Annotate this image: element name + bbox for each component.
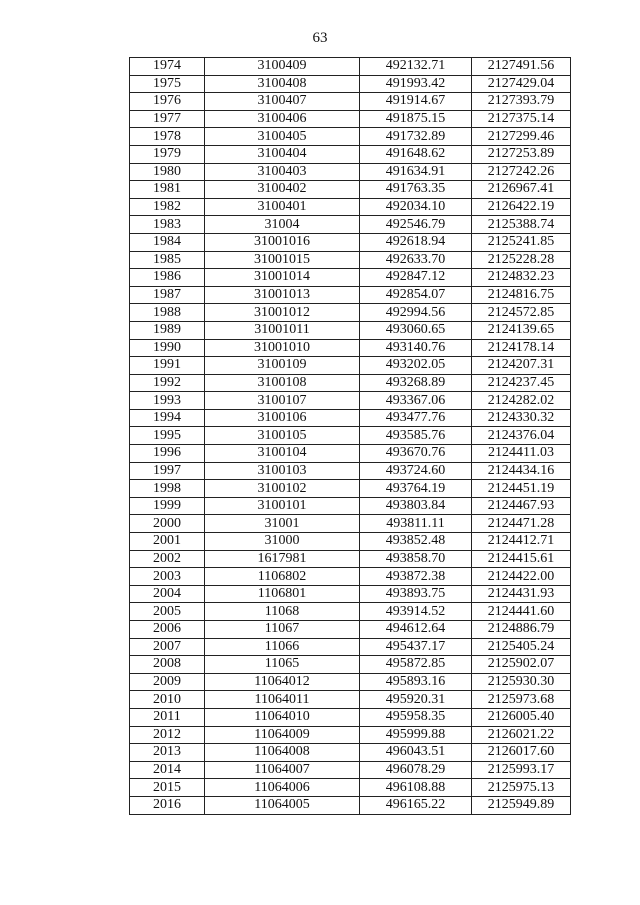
- y-coordinate-cell: 2125993.17: [472, 761, 571, 779]
- point-number-cell: 2016: [130, 796, 205, 814]
- point-code-cell: 3100102: [205, 480, 360, 498]
- y-coordinate-cell: 2126017.60: [472, 744, 571, 762]
- table-row: [130, 638, 571, 656]
- table-row: [130, 427, 571, 445]
- y-coordinate-cell: 2126967.41: [472, 181, 571, 199]
- x-coordinate-cell: 495920.31: [360, 691, 472, 709]
- point-code-cell: 31000: [205, 533, 360, 551]
- y-coordinate-cell: 2124431.93: [472, 585, 571, 603]
- point-number-cell: 2012: [130, 726, 205, 744]
- table-row: [130, 374, 571, 392]
- point-code-cell: 1106802: [205, 568, 360, 586]
- point-number-cell: 1996: [130, 445, 205, 463]
- y-coordinate-cell: 2127375.14: [472, 110, 571, 128]
- table-row: [130, 286, 571, 304]
- y-coordinate-cell: 2125949.89: [472, 796, 571, 814]
- y-coordinate-cell: 2125388.74: [472, 216, 571, 234]
- point-number-cell: 1988: [130, 304, 205, 322]
- x-coordinate-cell: 492034.10: [360, 198, 472, 216]
- y-coordinate-cell: 2124422.00: [472, 568, 571, 586]
- y-coordinate-cell: 2127253.89: [472, 145, 571, 163]
- point-code-cell: 11064012: [205, 673, 360, 691]
- table-row: [130, 357, 571, 375]
- x-coordinate-cell: 493724.60: [360, 462, 472, 480]
- x-coordinate-cell: 495958.35: [360, 708, 472, 726]
- point-number-cell: 2009: [130, 673, 205, 691]
- y-coordinate-cell: 2127429.04: [472, 75, 571, 93]
- x-coordinate-cell: 495999.88: [360, 726, 472, 744]
- point-code-cell: 31001013: [205, 286, 360, 304]
- point-code-cell: 3100405: [205, 128, 360, 146]
- point-code-cell: 31001014: [205, 269, 360, 287]
- x-coordinate-cell: 493585.76: [360, 427, 472, 445]
- point-code-cell: 31001012: [205, 304, 360, 322]
- table-row: [130, 568, 571, 586]
- table-row: [130, 75, 571, 93]
- x-coordinate-cell: 493670.76: [360, 445, 472, 463]
- point-number-cell: 1986: [130, 269, 205, 287]
- table-row: [130, 392, 571, 410]
- table-row: [130, 145, 571, 163]
- table-row: [130, 445, 571, 463]
- point-code-cell: 3100403: [205, 163, 360, 181]
- point-code-cell: 11064006: [205, 779, 360, 797]
- table-row: [130, 128, 571, 146]
- table-row: [130, 251, 571, 269]
- point-code-cell: 3100408: [205, 75, 360, 93]
- point-number-cell: 1993: [130, 392, 205, 410]
- table-row: [130, 656, 571, 674]
- table-row: [130, 216, 571, 234]
- x-coordinate-cell: 492633.70: [360, 251, 472, 269]
- y-coordinate-cell: 2125228.28: [472, 251, 571, 269]
- x-coordinate-cell: 496165.22: [360, 796, 472, 814]
- point-number-cell: 2003: [130, 568, 205, 586]
- point-code-cell: 3100409: [205, 58, 360, 76]
- point-number-cell: 1983: [130, 216, 205, 234]
- table-row: [130, 233, 571, 251]
- point-number-cell: 1998: [130, 480, 205, 498]
- point-code-cell: 11067: [205, 621, 360, 639]
- x-coordinate-cell: 496108.88: [360, 779, 472, 797]
- point-number-cell: 1982: [130, 198, 205, 216]
- y-coordinate-cell: 2124412.71: [472, 533, 571, 551]
- x-coordinate-cell: 492618.94: [360, 233, 472, 251]
- y-coordinate-cell: 2124207.31: [472, 357, 571, 375]
- table-row: [130, 497, 571, 515]
- x-coordinate-cell: 491648.62: [360, 145, 472, 163]
- point-number-cell: 2005: [130, 603, 205, 621]
- y-coordinate-cell: 2124282.02: [472, 392, 571, 410]
- point-number-cell: 1985: [130, 251, 205, 269]
- table-row: [130, 726, 571, 744]
- table-row: [130, 744, 571, 762]
- point-number-cell: 1987: [130, 286, 205, 304]
- x-coordinate-cell: 491732.89: [360, 128, 472, 146]
- point-code-cell: 31001010: [205, 339, 360, 357]
- x-coordinate-cell: 491634.91: [360, 163, 472, 181]
- point-code-cell: 31001: [205, 515, 360, 533]
- y-coordinate-cell: 2124467.93: [472, 497, 571, 515]
- point-number-cell: 2014: [130, 761, 205, 779]
- y-coordinate-cell: 2124330.32: [472, 409, 571, 427]
- table-row: [130, 708, 571, 726]
- x-coordinate-cell: 493803.84: [360, 497, 472, 515]
- x-coordinate-cell: 495437.17: [360, 638, 472, 656]
- x-coordinate-cell: 492854.07: [360, 286, 472, 304]
- table-row: [130, 515, 571, 533]
- y-coordinate-cell: 2125405.24: [472, 638, 571, 656]
- y-coordinate-cell: 2124816.75: [472, 286, 571, 304]
- point-code-cell: 3100406: [205, 110, 360, 128]
- y-coordinate-cell: 2125902.07: [472, 656, 571, 674]
- point-number-cell: 1999: [130, 497, 205, 515]
- table-row: [130, 621, 571, 639]
- point-code-cell: 11065: [205, 656, 360, 674]
- y-coordinate-cell: 2125973.68: [472, 691, 571, 709]
- table-row: [130, 409, 571, 427]
- table-row: [130, 58, 571, 76]
- point-code-cell: 11064007: [205, 761, 360, 779]
- x-coordinate-cell: 493060.65: [360, 321, 472, 339]
- y-coordinate-cell: 2124832.23: [472, 269, 571, 287]
- point-number-cell: 1976: [130, 93, 205, 111]
- x-coordinate-cell: 494612.64: [360, 621, 472, 639]
- x-coordinate-cell: 493268.89: [360, 374, 472, 392]
- x-coordinate-cell: 493764.19: [360, 480, 472, 498]
- point-number-cell: 1974: [130, 58, 205, 76]
- x-coordinate-cell: 493914.52: [360, 603, 472, 621]
- point-code-cell: 3100108: [205, 374, 360, 392]
- point-number-cell: 2007: [130, 638, 205, 656]
- point-number-cell: 1977: [130, 110, 205, 128]
- point-number-cell: 1995: [130, 427, 205, 445]
- table-row: [130, 304, 571, 322]
- point-number-cell: 2010: [130, 691, 205, 709]
- y-coordinate-cell: 2127299.46: [472, 128, 571, 146]
- y-coordinate-cell: 2124411.03: [472, 445, 571, 463]
- y-coordinate-cell: 2124886.79: [472, 621, 571, 639]
- x-coordinate-cell: 492546.79: [360, 216, 472, 234]
- point-number-cell: 2001: [130, 533, 205, 551]
- y-coordinate-cell: 2124376.04: [472, 427, 571, 445]
- y-coordinate-cell: 2124237.45: [472, 374, 571, 392]
- table-row: [130, 163, 571, 181]
- point-code-cell: 3100407: [205, 93, 360, 111]
- table-row: [130, 585, 571, 603]
- y-coordinate-cell: 2124451.19: [472, 480, 571, 498]
- point-code-cell: 3100105: [205, 427, 360, 445]
- table-row: [130, 198, 571, 216]
- x-coordinate-cell: 493140.76: [360, 339, 472, 357]
- point-code-cell: 11068: [205, 603, 360, 621]
- point-number-cell: 1979: [130, 145, 205, 163]
- table-row: [130, 761, 571, 779]
- point-number-cell: 2015: [130, 779, 205, 797]
- page-number: 63: [312, 30, 328, 46]
- point-number-cell: 2002: [130, 550, 205, 568]
- x-coordinate-cell: 493367.06: [360, 392, 472, 410]
- x-coordinate-cell: 493811.11: [360, 515, 472, 533]
- y-coordinate-cell: 2124471.28: [472, 515, 571, 533]
- point-number-cell: 1997: [130, 462, 205, 480]
- y-coordinate-cell: 2127242.26: [472, 163, 571, 181]
- x-coordinate-cell: 495893.16: [360, 673, 472, 691]
- point-code-cell: 3100404: [205, 145, 360, 163]
- y-coordinate-cell: 2127393.79: [472, 93, 571, 111]
- point-code-cell: 31001011: [205, 321, 360, 339]
- x-coordinate-cell: 491875.15: [360, 110, 472, 128]
- y-coordinate-cell: 2126021.22: [472, 726, 571, 744]
- point-number-cell: 2011: [130, 708, 205, 726]
- point-code-cell: 1617981: [205, 550, 360, 568]
- table-row: [130, 550, 571, 568]
- point-number-cell: 1984: [130, 233, 205, 251]
- x-coordinate-cell: 491914.67: [360, 93, 472, 111]
- table-row: [130, 603, 571, 621]
- point-number-cell: 2000: [130, 515, 205, 533]
- table-row: [130, 462, 571, 480]
- y-coordinate-cell: 2127491.56: [472, 58, 571, 76]
- point-code-cell: 3100107: [205, 392, 360, 410]
- point-number-cell: 1989: [130, 321, 205, 339]
- point-code-cell: 11064008: [205, 744, 360, 762]
- y-coordinate-cell: 2126005.40: [472, 708, 571, 726]
- x-coordinate-cell: 491993.42: [360, 75, 472, 93]
- point-number-cell: 1980: [130, 163, 205, 181]
- point-code-cell: 3100103: [205, 462, 360, 480]
- point-number-cell: 1975: [130, 75, 205, 93]
- x-coordinate-cell: 493872.38: [360, 568, 472, 586]
- y-coordinate-cell: 2125241.85: [472, 233, 571, 251]
- x-coordinate-cell: 493202.05: [360, 357, 472, 375]
- point-number-cell: 2013: [130, 744, 205, 762]
- point-code-cell: 3100401: [205, 198, 360, 216]
- point-number-cell: 1991: [130, 357, 205, 375]
- point-code-cell: 11064009: [205, 726, 360, 744]
- point-code-cell: 31001015: [205, 251, 360, 269]
- y-coordinate-cell: 2124434.16: [472, 462, 571, 480]
- x-coordinate-cell: 492132.71: [360, 58, 472, 76]
- table-row: [130, 181, 571, 199]
- point-code-cell: 3100104: [205, 445, 360, 463]
- table-row: [130, 110, 571, 128]
- x-coordinate-cell: 493858.70: [360, 550, 472, 568]
- x-coordinate-cell: 493893.75: [360, 585, 472, 603]
- table-row: [130, 321, 571, 339]
- y-coordinate-cell: 2124178.14: [472, 339, 571, 357]
- point-number-cell: 1981: [130, 181, 205, 199]
- x-coordinate-cell: 496078.29: [360, 761, 472, 779]
- point-number-cell: 2008: [130, 656, 205, 674]
- point-code-cell: 3100109: [205, 357, 360, 375]
- x-coordinate-cell: 493477.76: [360, 409, 472, 427]
- table-row: [130, 269, 571, 287]
- point-code-cell: 11064010: [205, 708, 360, 726]
- y-coordinate-cell: 2126422.19: [472, 198, 571, 216]
- point-number-cell: 1990: [130, 339, 205, 357]
- point-number-cell: 2004: [130, 585, 205, 603]
- point-code-cell: 3100402: [205, 181, 360, 199]
- point-code-cell: 1106801: [205, 585, 360, 603]
- table-row: [130, 93, 571, 111]
- point-code-cell: 11064011: [205, 691, 360, 709]
- point-number-cell: 2006: [130, 621, 205, 639]
- coordinates-table: [129, 57, 571, 815]
- x-coordinate-cell: 491763.35: [360, 181, 472, 199]
- table-row: [130, 673, 571, 691]
- table-row: [130, 339, 571, 357]
- y-coordinate-cell: 2124572.85: [472, 304, 571, 322]
- y-coordinate-cell: 2124139.65: [472, 321, 571, 339]
- y-coordinate-cell: 2125975.13: [472, 779, 571, 797]
- y-coordinate-cell: 2124415.61: [472, 550, 571, 568]
- x-coordinate-cell: 492847.12: [360, 269, 472, 287]
- point-code-cell: 11066: [205, 638, 360, 656]
- point-code-cell: 31004: [205, 216, 360, 234]
- x-coordinate-cell: 496043.51: [360, 744, 472, 762]
- y-coordinate-cell: 2124441.60: [472, 603, 571, 621]
- table-row: [130, 691, 571, 709]
- point-code-cell: 31001016: [205, 233, 360, 251]
- point-number-cell: 1992: [130, 374, 205, 392]
- point-code-cell: 11064005: [205, 796, 360, 814]
- x-coordinate-cell: 493852.48: [360, 533, 472, 551]
- x-coordinate-cell: 495872.85: [360, 656, 472, 674]
- y-coordinate-cell: 2125930.30: [472, 673, 571, 691]
- table-row: [130, 533, 571, 551]
- point-number-cell: 1978: [130, 128, 205, 146]
- point-code-cell: 3100106: [205, 409, 360, 427]
- x-coordinate-cell: 492994.56: [360, 304, 472, 322]
- table-row: [130, 480, 571, 498]
- point-code-cell: 3100101: [205, 497, 360, 515]
- point-number-cell: 1994: [130, 409, 205, 427]
- table-body: [130, 58, 571, 815]
- table-row: [130, 779, 571, 797]
- table-row: [130, 796, 571, 814]
